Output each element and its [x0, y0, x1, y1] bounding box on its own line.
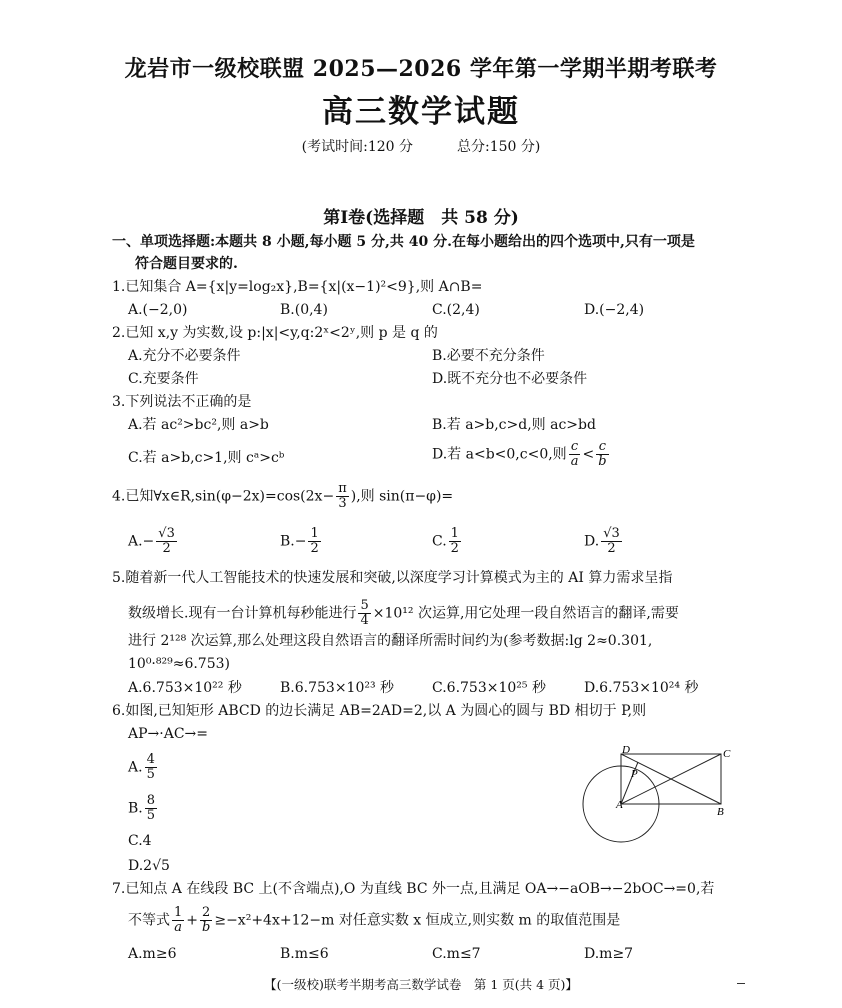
q3-option-a: A.若 ac²>bc²,则 a>b — [128, 417, 269, 433]
q6-a-fraction — [145, 753, 157, 782]
q4-stem-text: 4.已知∀x∈R,sin(φ−2x)=cos(2x− — [112, 488, 335, 505]
q1-option-c: C.(2,4) — [432, 302, 480, 318]
q3-option-c: C.若 a>b,c>1,则 cᵃ>cᵇ — [128, 450, 285, 466]
q4-fraction-pi-over-3 — [336, 482, 349, 511]
instructions-line1: 一、单项选择题:本题共 8 小题,每小题 5 分,共 40 分.在每小题给出的四个选项中,只有一项是 — [112, 234, 695, 250]
q4-c-label: C. — [432, 533, 447, 550]
q5-line2-tail: ×10¹² 次运算,用它处理一段自然语言的翻译,需要 — [372, 605, 679, 622]
q7-fraction-1-over-a — [172, 906, 184, 935]
q1-stem: 1.已知集合 A={x|y=log₂x},B={x|(x−1)²<9},则 A∩B= — [112, 279, 483, 295]
q7-line2-text: 不等式 — [128, 912, 170, 929]
q2-option-b: B.必要不充分条件 — [432, 348, 545, 364]
q1-option-a: A.(−2,0) — [128, 302, 188, 318]
q5-line3: 进行 2¹²⁸ 次运算,那么处理这段自然语言的翻译所需时间约为(参考数据:lg 2≈0.301, — [128, 633, 653, 649]
exam-duration: (考试时间:120 分 — [301, 139, 413, 155]
q4-option-a — [128, 527, 179, 556]
q6-a-num: 4 — [146, 752, 155, 767]
q6-line2: AP→·AC→= — [128, 726, 208, 742]
q7-f2-num: 2 — [200, 906, 212, 921]
q4-option-c — [432, 527, 463, 556]
q2-stem: 2.已知 x,y 为实数,设 p:|x|<y,q:2ˣ<2ʸ,则 p 是 q 的 — [112, 325, 438, 341]
q4-a-num: √3 — [158, 526, 175, 541]
q3-fraction-c-over-b — [596, 440, 608, 469]
q6-option-d: D.2√5 — [128, 858, 170, 874]
q5-line2-text: 数级增长.现有一台计算机每秒能进行 — [128, 605, 357, 622]
section-title: 第Ⅰ卷(选择题 共 58 分) — [323, 208, 519, 228]
q7-option-b: B.m≤6 — [280, 946, 329, 962]
q3-frac1-den: a — [570, 454, 579, 469]
q7-f1-num: 1 — [174, 905, 183, 920]
q4-d-label: D. — [584, 533, 600, 550]
q2-option-c: C.充要条件 — [128, 371, 199, 387]
q4-option-b — [280, 527, 323, 556]
q6-line1: 6.如图,已知矩形 ABCD 的边长满足 AB=2AD=2,以 A 为圆心的圆与 BD 相切于 P,则 — [112, 703, 647, 719]
exam-title: 高三数学试题 — [322, 94, 520, 130]
q3-option-d — [432, 440, 611, 469]
label-b: B — [717, 806, 724, 818]
q6-option-a — [128, 753, 159, 782]
q7-option-d: D.m≥7 — [584, 946, 634, 962]
q2-option-a: A.充分不必要条件 — [128, 348, 241, 364]
q3-frac1-num: c — [569, 440, 581, 455]
q3-fraction-c-over-a — [569, 440, 581, 469]
q5-frac-num: 5 — [360, 598, 369, 613]
q5-option-a: A.6.753×10²² 秒 — [128, 680, 242, 696]
q7-f2-den: b — [202, 920, 211, 935]
q4-stem-tail: ),则 sin(π−φ)= — [350, 488, 454, 505]
q4-three: 3 — [338, 496, 347, 511]
q6-b-label: B. — [128, 800, 143, 817]
q4-b-den: 2 — [310, 541, 319, 556]
q5-frac-den: 4 — [360, 613, 369, 628]
q4-c-fraction — [449, 527, 461, 556]
rectangle-circle-figure — [578, 742, 738, 852]
q7-f1-den: a — [174, 920, 183, 935]
q5-line2 — [128, 599, 679, 628]
label-d: D — [622, 744, 630, 756]
q4-option-d — [584, 527, 624, 556]
label-p: P — [631, 768, 638, 780]
q1-option-b: B.(0,4) — [280, 302, 328, 318]
q6-a-den: 5 — [146, 767, 155, 782]
q4-stem — [112, 482, 453, 511]
q4-b-label: B.− — [280, 533, 307, 550]
q2-option-d: D.既不充分也不必要条件 — [432, 371, 588, 387]
q7-option-a: A.m≥6 — [128, 946, 177, 962]
q4-a-den: 2 — [162, 541, 171, 556]
q5-line4: 10⁰·⁸²⁹≈6.753) — [128, 656, 230, 672]
q6-b-num: 8 — [146, 793, 156, 808]
q7-fraction-2-over-b — [200, 906, 212, 935]
q4-d-den: 2 — [607, 541, 616, 556]
q7-option-c: C.m≤7 — [432, 946, 481, 962]
q4-d-fraction — [601, 527, 622, 556]
q6-a-label: A. — [128, 759, 143, 776]
q6-b-fraction — [145, 794, 157, 823]
instructions-line2: 符合题目要求的. — [135, 256, 238, 272]
q4-pi: π — [338, 481, 347, 496]
label-c: C — [723, 748, 731, 760]
q3-frac2-den: b — [598, 454, 607, 469]
q3-stem: 3.下列说法不正确的是 — [112, 394, 252, 410]
q6-b-den: 5 — [146, 808, 156, 823]
q3-option-b: B.若 a>b,c>d,则 ac>bd — [432, 417, 596, 433]
q4-a-fraction — [156, 527, 177, 556]
q3-less-than: < — [582, 446, 595, 463]
q7-line2-tail: ≥−x²+4x+12−m 对任意实数 x 恒成立,则实数 m 的取值范围是 — [214, 912, 621, 929]
exam-header-line1: 龙岩市一级校联盟 2025—2026 学年第一学期半期考联考 — [124, 56, 718, 82]
q4-a-label: A.− — [128, 533, 155, 550]
q4-b-num: 1 — [310, 526, 319, 541]
q4-d-num: √3 — [603, 526, 620, 541]
q5-option-d: D.6.753×10²⁴ 秒 — [584, 680, 699, 696]
q4-c-den: 2 — [450, 541, 459, 556]
exam-total-score: 总分:150 分) — [457, 139, 541, 155]
q5-option-b: B.6.753×10²³ 秒 — [280, 680, 395, 696]
page-footer: 【(一级校)联考半期考高三数学试卷 第 1 页(共 4 页)】 — [264, 977, 578, 992]
q7-line2 — [128, 906, 620, 935]
q6-option-c: C.4 — [128, 833, 152, 849]
q5-line1: 5.随着新一代人工智能技术的快速发展和突破,以深度学习计算模式为主的 AI 算力需求呈指 — [112, 570, 673, 586]
q7-line1: 7.已知点 A 在线段 BC 上(不含端点),O 为直线 BC 外一点,且满足 OA→−aOB→−2bOC→=0,若 — [112, 881, 715, 897]
q4-b-fraction — [308, 527, 320, 556]
page-corner-mark — [737, 983, 745, 984]
label-a: A — [616, 799, 623, 811]
q3-frac2-num: c — [596, 440, 608, 455]
q3-option-d-text: D.若 a<b<0,c<0,则 — [432, 446, 567, 463]
exam-time-info — [0, 136, 842, 156]
q7-plus: + — [186, 912, 199, 929]
q6-option-b — [128, 794, 159, 823]
q4-c-num: 1 — [450, 526, 459, 541]
q1-option-d: D.(−2,4) — [584, 302, 645, 318]
q5-option-c: C.6.753×10²⁵ 秒 — [432, 680, 546, 696]
q5-fraction-5-over-4 — [358, 599, 370, 628]
